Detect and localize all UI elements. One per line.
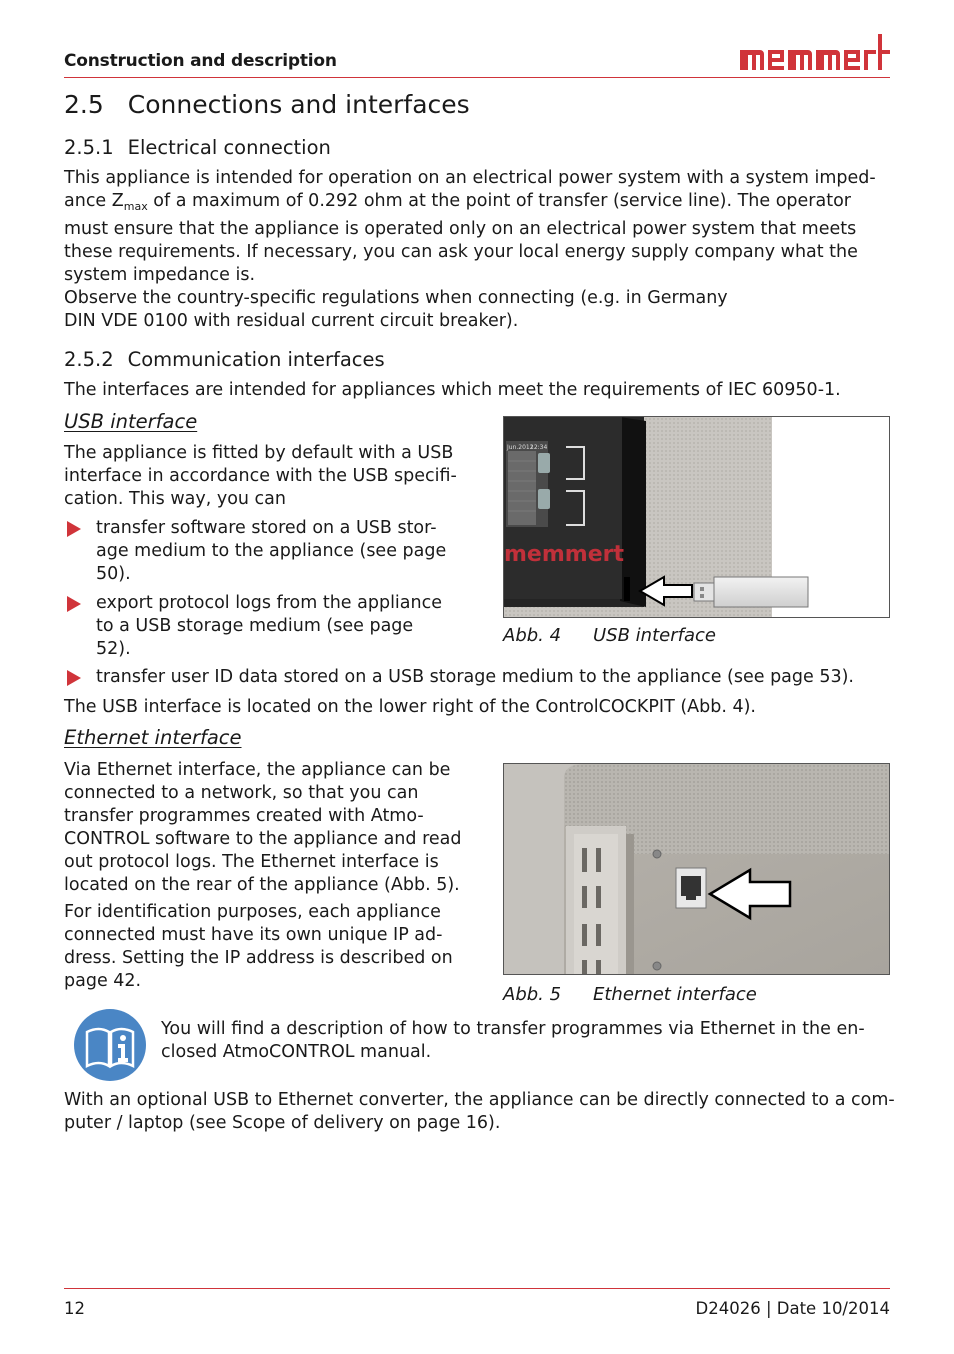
usb-figure-caption: Abb. 4 USB interface	[503, 625, 716, 646]
bullet-arrow-icon	[67, 596, 81, 612]
usb-location: The USB interface is located on the lower right of the ControlCOCKPIT (Abb. 4).	[64, 697, 756, 717]
memmert-logo	[738, 32, 890, 72]
usb-figure	[503, 416, 890, 618]
electrical-paragraph-1: This appliance is intended for operation on an electrical power system with a system imped- ance $Z_{max}$ of a maximum of 0.292 ohm at the point of transfer (service line). The operator must ensure that the appliance is operated only on an electrical power system that meets these requirements. If necessary, you can ask your local energy supply company what the system impedance is.	[64, 168, 876, 285]
subsection-heading-electrical: 2.5.1 Electrical connection	[64, 136, 331, 159]
footer-rule	[64, 1288, 890, 1289]
subsection-heading-communication: 2.5.2 Communication interfaces	[64, 348, 385, 371]
ethernet-figure	[503, 763, 890, 975]
bullet-arrow-icon	[67, 670, 81, 686]
running-header: Construction and description	[64, 51, 337, 71]
info-note: You will find a description of how to transfer programmes via Ethernet in the en- closed AtmoCONTROL manual.	[161, 1019, 865, 1062]
page-number: 12	[64, 1299, 85, 1318]
ethernet-paragraph-2: For identification purposes, each appliance connected must have its own unique IP ad- dress. Setting the IP address is described on page 42.	[64, 902, 453, 991]
screen-time: 12:34	[530, 444, 548, 451]
communication-intro: The interfaces are intended for appliances which meet the requirements of IEC 60950-1.	[64, 380, 841, 400]
usb-heading: USB interface	[64, 410, 198, 433]
bullet-arrow-icon	[67, 521, 81, 537]
manual-info-icon	[73, 1008, 147, 1082]
converter-paragraph: With an optional USB to Ethernet converter, the appliance can be directly connected to a com- puter / laptop (see Scope of delivery on page 16).	[64, 1090, 895, 1133]
screen-date: Jun.2012	[507, 444, 534, 451]
usb-paragraph: The appliance is fitted by default with a USB interface in accordance with the USB specifi- cation. This way, you can	[64, 443, 457, 509]
document-reference: D24026 | Date 10/2014	[695, 1299, 890, 1318]
ethernet-heading: Ethernet interface	[64, 726, 242, 749]
ethernet-illustration	[504, 764, 890, 975]
section-heading: 2.5 Connections and interfaces	[64, 90, 470, 119]
usb-illustration	[504, 417, 890, 618]
electrical-paragraph-2: Observe the country-specific regulations when connecting (e.g. in Germany DIN VDE 0100 with residual current circuit breaker).	[64, 288, 728, 331]
ethernet-figure-caption: Abb. 5 Ethernet interface	[503, 984, 757, 1005]
device-logo: memmert	[504, 542, 624, 567]
ethernet-paragraph-1: Via Ethernet interface, the appliance can be connected to a network, so that you can transfer programmes created with Atmo- CONTROL software to the appliance and read out protocol logs. The Ethernet interface is located on the rear of the appliance (Abb. 5).	[64, 760, 462, 895]
usb-stick-icon	[714, 577, 808, 607]
ethernet-port-icon	[681, 876, 701, 896]
header-rule	[64, 77, 890, 78]
